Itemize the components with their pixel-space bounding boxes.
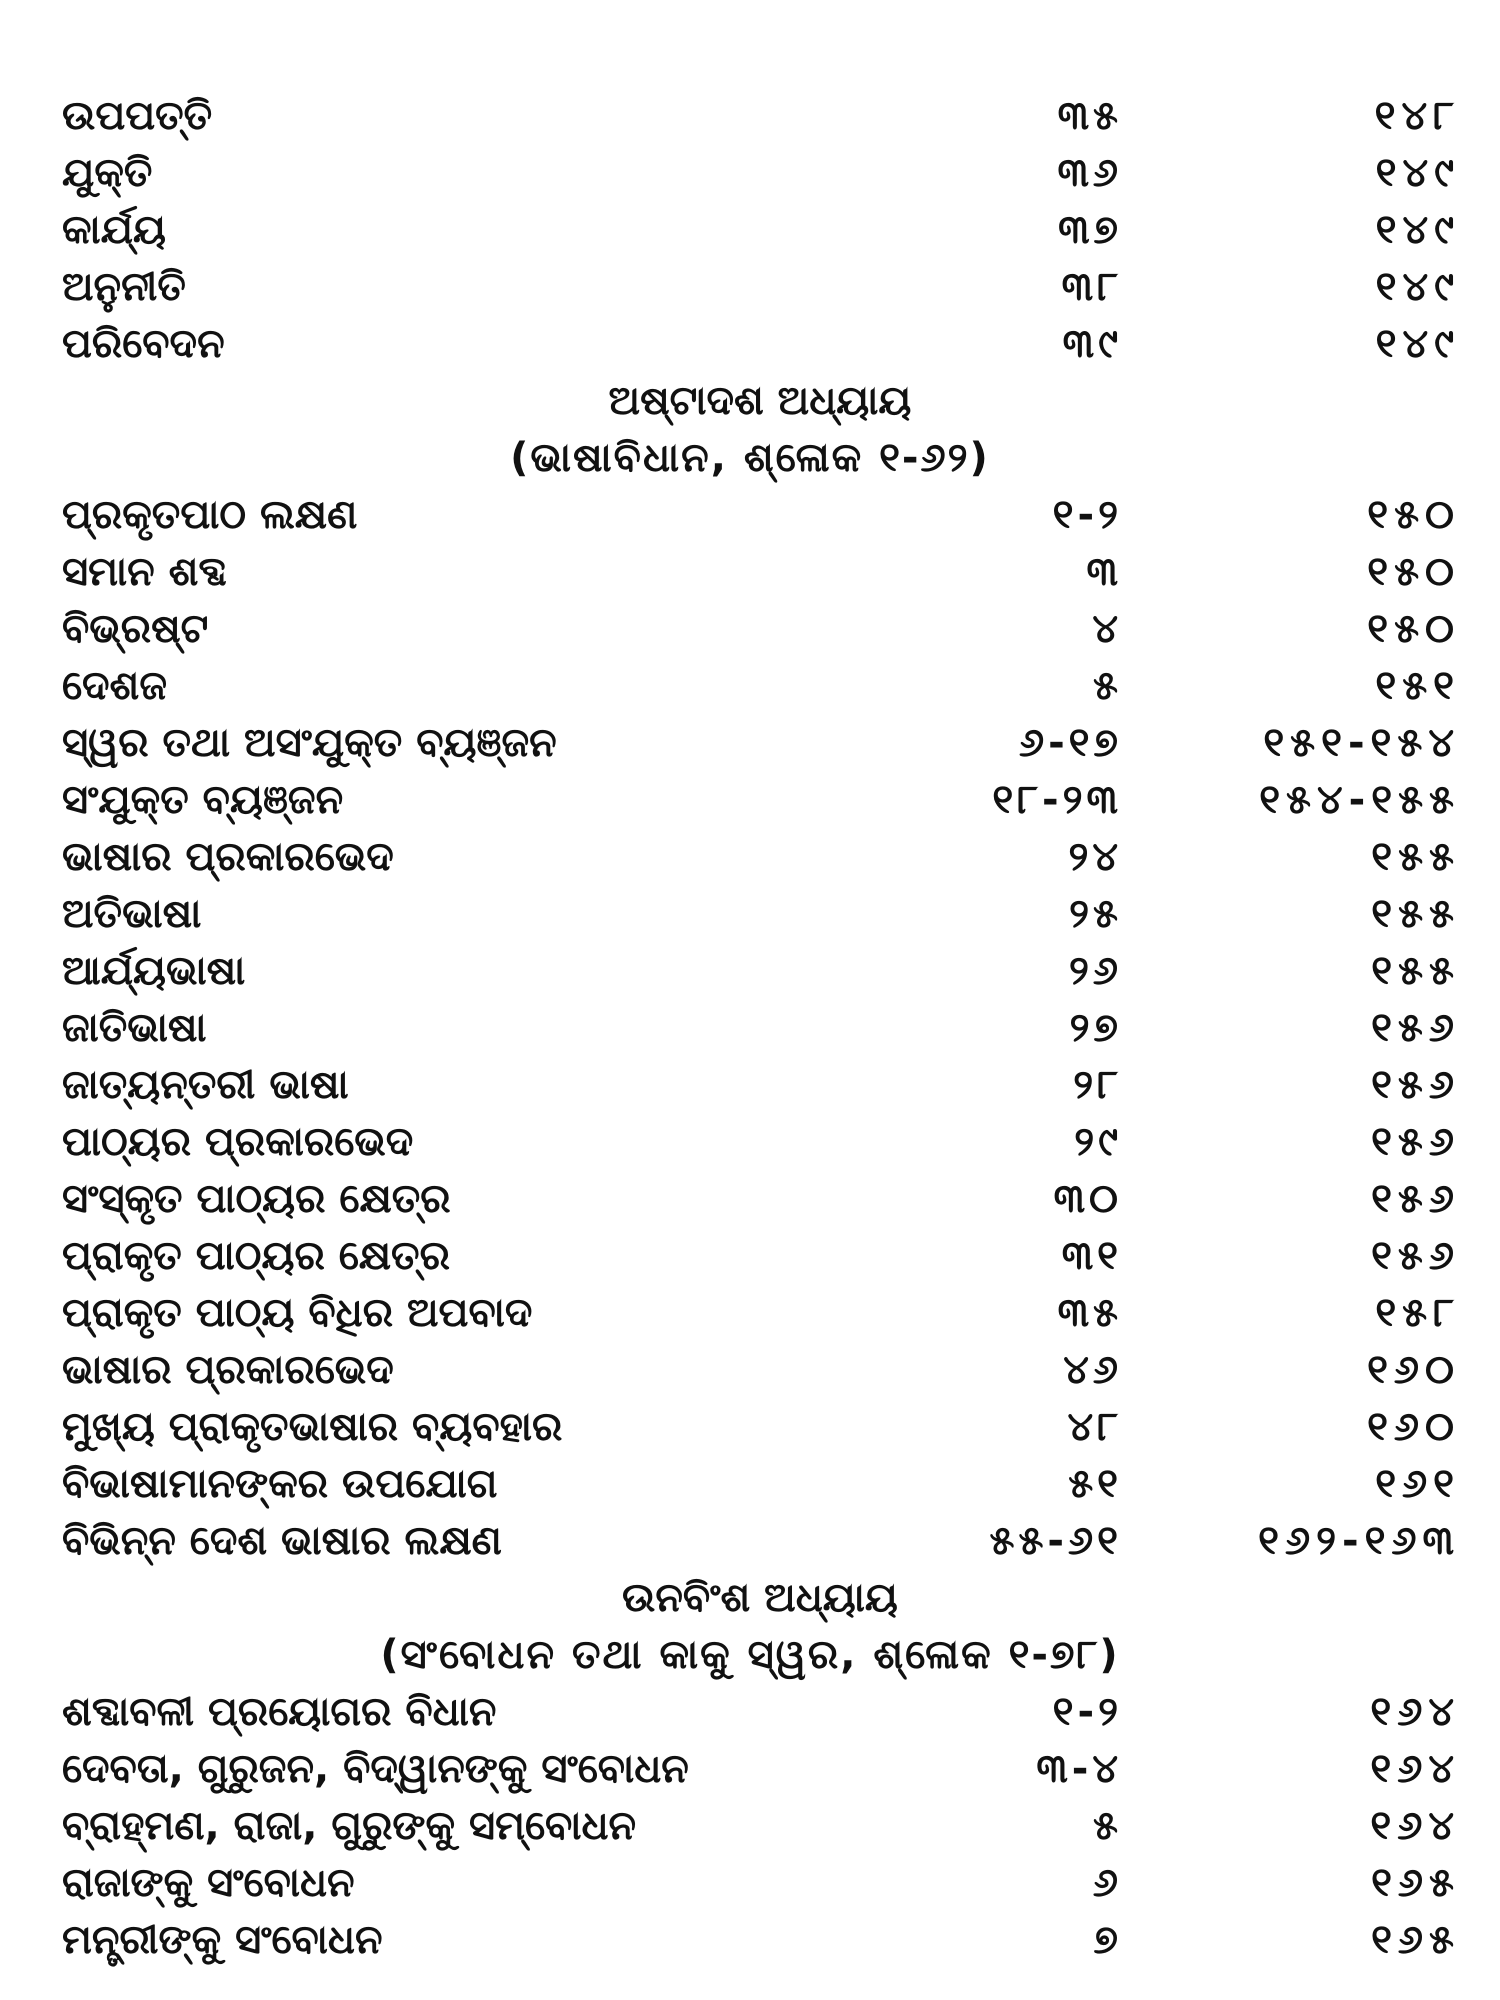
toc-verse: ୧-୨ [1052, 492, 1122, 538]
toc-row [0, 1228, 1500, 1285]
toc-row [0, 1855, 1500, 1912]
toc-topic: ସ୍ୱର ତଥା ଅସଂଯୁକ୍ତ ବ୍ୟଞ୍ଜନ [62, 720, 557, 766]
toc-topic: ସଂସ୍କୃତ ପାଠ୍ୟର କ୍ଷେତ୍ର [62, 1176, 451, 1222]
toc-row [0, 1912, 1500, 1969]
toc-verse: ୨୫ [1069, 891, 1122, 937]
toc-page: ୧୪୯ [1375, 321, 1460, 367]
toc-row [0, 943, 1500, 1000]
toc-topic: ବ୍ରାହ୍ମଣ, ରାଜା, ଗୁରୁଙ୍କୁ ସମ୍ବୋଧନ [62, 1803, 637, 1849]
toc-topic: ଜାତ୍ୟନ୍ତରୀ ଭାଷା [62, 1062, 349, 1108]
toc-page: ୧୪୮ [1374, 93, 1460, 139]
toc-page: ୧୫୪-୧୫୫ [1259, 777, 1460, 823]
toc-verse: ୩-୪ [1036, 1746, 1122, 1792]
toc-topic: ଯୁକ୍ତି [62, 150, 153, 196]
toc-page: ୧୫୧-୧୫୪ [1263, 720, 1460, 766]
toc-topic: କାର୍ଯ୍ୟ [62, 207, 166, 253]
toc-verse: ୨୯ [1074, 1119, 1122, 1165]
toc-row [0, 487, 1500, 544]
toc-row [0, 1114, 1500, 1171]
chapter-heading: ଉନବିଂଶ ଅଧ୍ୟାୟ [622, 1575, 898, 1621]
toc-page: ୧୬୫ [1371, 1917, 1460, 1963]
toc-topic: ମୁଖ୍ୟ ପ୍ରାକୃତଭାଷାର ବ୍ୟବହାର [62, 1404, 563, 1450]
toc-page: ୧୪୯ [1375, 207, 1460, 253]
toc-row [0, 601, 1500, 658]
section-chapter-19 [0, 1570, 1500, 1969]
toc-page: ୧୬୪ [1370, 1746, 1460, 1792]
toc-topic: ଭାଷାର ପ୍ରକାରଭେଦ [62, 834, 394, 880]
toc-verse: ୩୧ [1061, 1233, 1122, 1279]
toc-row [0, 1285, 1500, 1342]
section-continuation [0, 88, 1500, 373]
toc-topic: ବିଭିନ୍ନ ଦେଶ ଭାଷାର ଲକ୍ଷଣ [62, 1518, 502, 1564]
toc-row [0, 1684, 1500, 1741]
toc-page: ୧୪୯ [1375, 150, 1460, 196]
toc-page: ୧୫୦ [1367, 606, 1460, 652]
toc-page: ୧୫୬ [1371, 1005, 1460, 1051]
toc-row [0, 202, 1500, 259]
toc-page: ୧୫୦ [1367, 492, 1460, 538]
toc-verse: ୩୫ [1057, 93, 1122, 139]
toc-page: ୧୫୬ [1371, 1119, 1460, 1165]
toc-topic: ପ୍ରାକୃତ ପାଠ୍ୟର କ୍ଷେତ୍ର [62, 1233, 450, 1279]
toc-row [0, 1000, 1500, 1057]
toc-topic: ମନ୍ତ୍ରୀଙ୍କୁ ସଂବୋଧନ [62, 1917, 383, 1963]
toc-verse: ୩୬ [1057, 150, 1122, 196]
toc-topic: ଦେଶଜ [62, 663, 167, 709]
toc-topic: ପ୍ରକୃତପାଠ ଲକ୍ଷଣ [62, 492, 358, 538]
toc-topic: ବିଭାଷାମାନଙ୍କର ଉପଯୋଗ [62, 1461, 498, 1507]
toc-page: ୧୬୨-୧୬୩ [1258, 1518, 1460, 1564]
toc-verse: ୫୫-୬୧ [989, 1518, 1122, 1564]
toc-row [0, 259, 1500, 316]
toc-topic: ପ୍ରାକୃତ ପାଠ୍ୟ ବିଧିର ଅପବାଦ [62, 1290, 533, 1336]
toc-page: ୧୫୫ [1371, 891, 1460, 937]
toc-row [0, 1456, 1500, 1513]
toc-verse: ୪୬ [1063, 1347, 1122, 1393]
toc-verse: ୨୬ [1068, 948, 1122, 994]
toc-page: ୧୬୦ [1367, 1347, 1460, 1393]
toc-row [0, 1399, 1500, 1456]
toc-topic: ଉପପତ୍ତି [62, 93, 213, 139]
toc-row [0, 1342, 1500, 1399]
toc-row [0, 715, 1500, 772]
toc-verse: ୧-୨ [1052, 1689, 1122, 1735]
section-chapter-18 [0, 373, 1500, 1570]
toc-verse: ୨୭ [1069, 1005, 1122, 1051]
toc-row [0, 772, 1500, 829]
toc-row [0, 1798, 1500, 1855]
toc-topic: ପରିବେଦନ [62, 321, 225, 367]
chapter-subheading: (ସଂବୋଧନ ତଥା କାକୁ ସ୍ୱର, ଶ୍ଳୋକ ୧-୭୮) [380, 1632, 1120, 1678]
toc-verse: ୩୯ [1062, 321, 1122, 367]
toc-page: ୧୫୧ [1375, 663, 1460, 709]
toc-page: ୧୬୫ [1371, 1860, 1460, 1906]
toc-page: ୧୫୬ [1371, 1062, 1460, 1108]
toc-verse: ୫୧ [1068, 1461, 1122, 1507]
chapter-heading: ଅଷ୍ଟାଦଶ ଅଧ୍ୟାୟ [608, 378, 912, 424]
toc-verse: ୩ [1086, 549, 1122, 595]
toc-row [0, 658, 1500, 715]
toc-verse: ୫ [1093, 1803, 1122, 1849]
toc-page: ୧୬୦ [1367, 1404, 1460, 1450]
toc-row [0, 1171, 1500, 1228]
toc-topic: ପାଠ୍ୟର ପ୍ରକାରଭେଦ [62, 1119, 414, 1165]
toc-page: ୧୬୪ [1370, 1689, 1460, 1735]
toc-verse: ୪୮ [1067, 1404, 1122, 1450]
toc-verse: ୨୮ [1073, 1062, 1122, 1108]
toc-row [0, 316, 1500, 373]
toc-row [0, 88, 1500, 145]
toc-topic: ଦେବତା, ଗୁରୁଜନ, ବିଦ୍ୱାନଙ୍କୁ ସଂବୋଧନ [62, 1746, 689, 1792]
toc-page: ୧୫୮ [1375, 1290, 1460, 1336]
toc-topic: ସମାନ ଶବ୍ଦ [62, 549, 227, 595]
toc-page: ୧୫୫ [1371, 834, 1460, 880]
toc-page: ୧୪୯ [1375, 264, 1460, 310]
toc-verse: ୩୫ [1057, 1290, 1122, 1336]
toc-verse: ୬ [1092, 1860, 1122, 1906]
contents-page [0, 88, 1500, 1969]
toc-topic: ସଂଯୁକ୍ତ ବ୍ୟଞ୍ଜନ [62, 777, 344, 823]
toc-topic: ଅତିଭାଷା [62, 891, 202, 937]
toc-verse: ୫ [1093, 663, 1122, 709]
toc-page: ୧୫୬ [1371, 1233, 1460, 1279]
toc-topic: ଭାଷାର ପ୍ରକାରଭେଦ [62, 1347, 394, 1393]
toc-verse: ୨୪ [1068, 834, 1122, 880]
toc-verse: ୧୮-୨୩ [992, 777, 1122, 823]
toc-page: ୧୫୦ [1367, 549, 1460, 595]
toc-row [0, 1057, 1500, 1114]
toc-row [0, 886, 1500, 943]
toc-topic: ବିଭ୍ରଷ୍ଟ [62, 606, 209, 652]
toc-row [0, 829, 1500, 886]
toc-verse: ୩୭ [1058, 207, 1122, 253]
toc-row [0, 145, 1500, 202]
toc-row [0, 1741, 1500, 1798]
toc-topic: ଶବ୍ଦାବଳୀ ପ୍ରୟୋଗର ବିଧାନ [62, 1689, 497, 1735]
toc-topic: ଆର୍ଯ୍ୟଭାଷା [62, 948, 246, 994]
toc-page: ୧୬୧ [1375, 1461, 1460, 1507]
toc-verse: ୩୦ [1053, 1176, 1122, 1222]
toc-verse: ୪ [1092, 606, 1122, 652]
toc-row [0, 1513, 1500, 1570]
toc-verse: ୩୮ [1061, 264, 1122, 310]
toc-topic: ଅନୁନୀତି [62, 264, 186, 310]
chapter-subheading: (ଭାଷାବିଧାନ, ଶ୍ଳୋକ ୧-୬୨) [510, 435, 990, 481]
toc-page: ୧୫୫ [1371, 948, 1460, 994]
toc-verse: ୬-୧୭ [1018, 720, 1122, 766]
toc-row [0, 544, 1500, 601]
toc-verse: ୭ [1093, 1917, 1122, 1963]
toc-page: ୧୫୬ [1371, 1176, 1460, 1222]
toc-topic: ରାଜାଙ୍କୁ ସଂବୋଧନ [62, 1860, 355, 1906]
toc-topic: ଜାତିଭାଷା [62, 1005, 207, 1051]
toc-page: ୧୬୪ [1370, 1803, 1460, 1849]
